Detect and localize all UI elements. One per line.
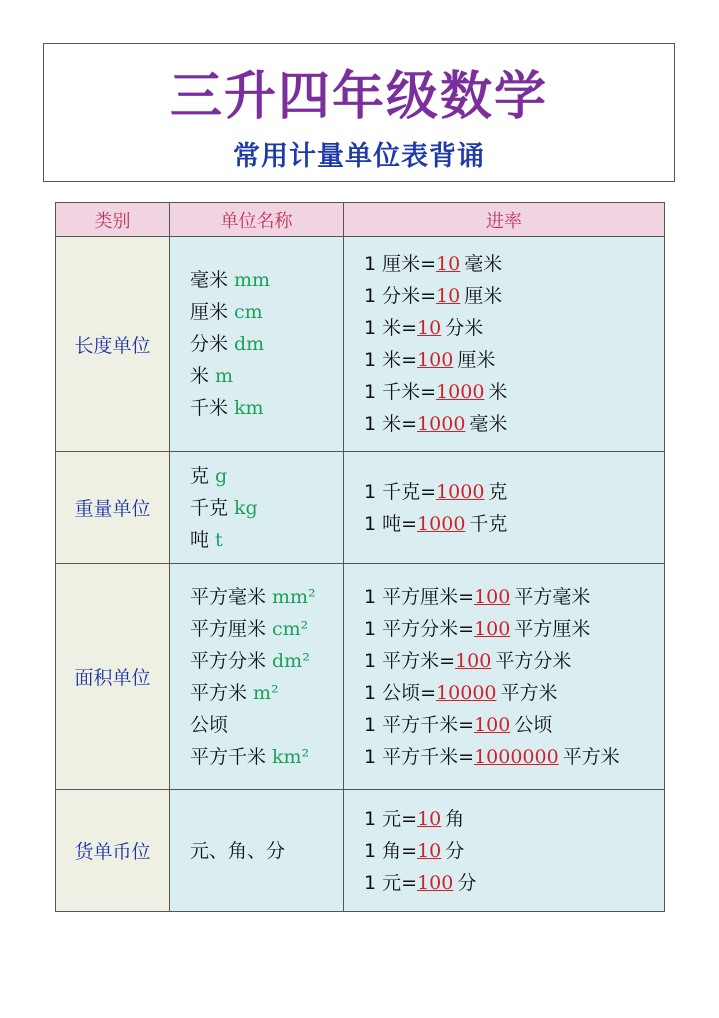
- rate-lhs: 1 平方厘米=: [364, 585, 475, 608]
- units-table: [55, 202, 665, 912]
- rate-rhs: 厘米: [464, 285, 503, 307]
- title-box: [43, 43, 675, 182]
- conversion-rate: [364, 613, 664, 645]
- unit-name-item: [190, 492, 343, 524]
- unit-name-item: [190, 392, 343, 424]
- unit-name: 吨: [190, 528, 210, 551]
- unit-name: 平方米: [190, 681, 248, 704]
- rate-lhs: 1 千米=: [364, 381, 437, 403]
- conversion-rates-cell: [344, 564, 665, 790]
- rate-value: 1000: [417, 512, 466, 535]
- rate-value: 100: [474, 617, 511, 640]
- rate-lhs: 1 厘米=: [364, 253, 437, 275]
- conversion-rate: [364, 376, 664, 408]
- unit-symbol: m: [215, 365, 234, 387]
- unit-symbol: kg: [234, 496, 258, 519]
- unit-symbol: mm²: [272, 585, 316, 608]
- unit-symbol: g: [215, 464, 228, 487]
- rate-lhs: 1 公顷=: [364, 681, 437, 704]
- rate-rhs: 平方毫米: [514, 585, 591, 608]
- page-title: 三升四年级数学: [169, 67, 548, 127]
- rate-value: 10: [417, 807, 442, 830]
- conversion-rate: [364, 312, 664, 344]
- unit-name-item: [190, 741, 343, 773]
- rate-rhs: 平方分米: [495, 649, 572, 672]
- unit-names-cell: [170, 564, 344, 790]
- unit-name: 分米: [190, 333, 229, 355]
- rate-value: 100: [417, 349, 454, 371]
- conversion-rate: [364, 280, 664, 312]
- unit-names-cell: [170, 790, 344, 912]
- conversion-rate: [364, 581, 664, 613]
- category-cell: 面积单位: [56, 564, 170, 790]
- column-header-rate: 进率: [344, 203, 665, 237]
- rate-rhs: 米: [488, 381, 508, 403]
- rate-rhs: 克: [488, 480, 508, 503]
- conversion-rate: [364, 248, 664, 280]
- table-row: [56, 564, 665, 790]
- rate-rhs: 分米: [445, 317, 484, 339]
- conversion-rate: [364, 508, 664, 540]
- rate-lhs: 1 平方分米=: [364, 617, 475, 640]
- rate-rhs: 毫米: [464, 253, 503, 275]
- unit-name-item: [190, 645, 343, 677]
- rate-lhs: 1 米=: [364, 349, 418, 371]
- rate-lhs: 1 平方米=: [364, 649, 456, 672]
- conversion-rate: [364, 709, 664, 741]
- rate-rhs: 厘米: [457, 349, 496, 371]
- unit-name-item: [190, 709, 343, 741]
- rate-value: 10000: [436, 681, 497, 704]
- rate-value: 100: [474, 585, 511, 608]
- rate-value: 1000000: [474, 745, 559, 768]
- unit-name-item: [190, 264, 343, 296]
- unit-name: 毫米: [190, 269, 229, 291]
- unit-name: 克: [190, 464, 210, 487]
- conversion-rate: [364, 408, 664, 440]
- rate-value: 10: [417, 839, 442, 862]
- rate-lhs: 1 元=: [364, 807, 418, 830]
- unit-name-item: [190, 360, 343, 392]
- category-cell: 重量单位: [56, 452, 170, 564]
- unit-name: 平方毫米: [190, 585, 267, 608]
- unit-symbol: m²: [253, 681, 279, 704]
- table-row: [56, 237, 665, 452]
- unit-name-item: [190, 835, 343, 867]
- unit-name-item: [190, 677, 343, 709]
- unit-name: 米: [190, 365, 210, 387]
- unit-symbol: km: [234, 397, 264, 419]
- rate-lhs: 1 元=: [364, 871, 418, 894]
- rate-value: 10: [436, 253, 461, 275]
- rate-value: 10: [436, 285, 461, 307]
- rate-lhs: 1 米=: [364, 317, 418, 339]
- unit-name: 平方厘米: [190, 617, 267, 640]
- unit-name: 平方千米: [190, 745, 267, 768]
- unit-name-item: [190, 296, 343, 328]
- unit-symbol: cm²: [272, 617, 309, 640]
- rate-rhs: 平方米: [562, 745, 620, 768]
- unit-symbol: dm: [234, 333, 265, 355]
- unit-name: 千米: [190, 397, 229, 419]
- unit-names-cell: [170, 452, 344, 564]
- rate-lhs: 1 平方千米=: [364, 745, 475, 768]
- unit-name: 千克: [190, 496, 229, 519]
- conversion-rates-cell: [344, 452, 665, 564]
- table-row: [56, 790, 665, 912]
- table-row: [56, 452, 665, 564]
- rate-rhs: 平方厘米: [514, 617, 591, 640]
- rate-value: 1000: [436, 480, 485, 503]
- rate-value: 10: [417, 317, 442, 339]
- conversion-rate: [364, 803, 664, 835]
- rate-rhs: 角: [445, 807, 465, 830]
- unit-names-cell: [170, 237, 344, 452]
- rate-value: 100: [417, 871, 454, 894]
- conversion-rates-cell: [344, 237, 665, 452]
- conversion-rates-cell: [344, 790, 665, 912]
- unit-name: 公顷: [190, 713, 229, 736]
- conversion-rate: [364, 677, 664, 709]
- conversion-rate: [364, 867, 664, 899]
- unit-name-item: [190, 328, 343, 360]
- conversion-rate: [364, 741, 664, 773]
- rate-rhs: 分: [457, 871, 477, 894]
- conversion-rate: [364, 645, 664, 677]
- rate-lhs: 1 分米=: [364, 285, 437, 307]
- conversion-rate: [364, 476, 664, 508]
- category-cell: 长度单位: [56, 237, 170, 452]
- column-header-unit-name: 单位名称: [170, 203, 344, 237]
- conversion-rate: [364, 344, 664, 376]
- rate-rhs: 毫米: [469, 413, 508, 435]
- conversion-rate: [364, 835, 664, 867]
- unit-name-item: [190, 460, 343, 492]
- page-subtitle: 常用计量单位表背诵: [233, 141, 485, 172]
- rate-rhs: 千克: [469, 512, 508, 535]
- unit-symbol: dm²: [272, 649, 310, 672]
- unit-name: 元、角、分: [190, 839, 286, 862]
- unit-name-item: [190, 581, 343, 613]
- unit-symbol: t: [215, 528, 223, 551]
- rate-lhs: 1 角=: [364, 839, 418, 862]
- unit-symbol: mm: [234, 269, 271, 291]
- rate-value: 1000: [417, 413, 466, 435]
- rate-value: 100: [474, 713, 511, 736]
- rate-rhs: 平方米: [500, 681, 558, 704]
- unit-name-item: [190, 613, 343, 645]
- rate-value: 100: [455, 649, 492, 672]
- rate-value: 1000: [436, 381, 485, 403]
- unit-name: 平方分米: [190, 649, 267, 672]
- rate-lhs: 1 平方千米=: [364, 713, 475, 736]
- rate-lhs: 1 吨=: [364, 512, 418, 535]
- unit-symbol: cm: [234, 301, 263, 323]
- category-cell: 货单币位: [56, 790, 170, 912]
- rate-rhs: 分: [445, 839, 465, 862]
- unit-name-item: [190, 524, 343, 556]
- rate-rhs: 公顷: [514, 713, 553, 736]
- table-header-row: [56, 203, 665, 237]
- unit-name: 厘米: [190, 301, 229, 323]
- column-header-category: 类别: [56, 203, 170, 237]
- rate-lhs: 1 米=: [364, 413, 418, 435]
- rate-lhs: 1 千克=: [364, 480, 437, 503]
- unit-symbol: km²: [272, 745, 310, 768]
